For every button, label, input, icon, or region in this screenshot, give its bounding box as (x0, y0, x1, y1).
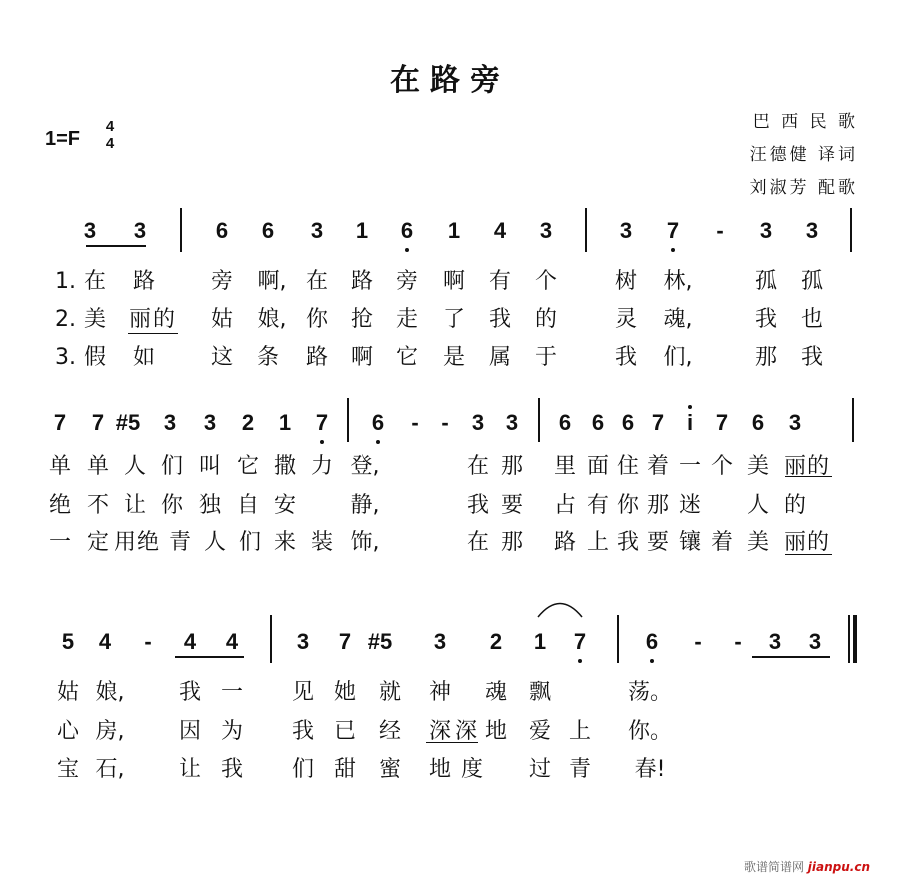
sustain-dash: - (734, 629, 742, 654)
note: 3 (805, 218, 819, 243)
beam-line (86, 245, 146, 247)
sustain-dash: - (694, 629, 702, 654)
lyric-char: 我 (178, 680, 202, 705)
lyric-char: 姑 (56, 680, 80, 705)
bar-line (180, 208, 182, 252)
lyric-char: 孤 (754, 269, 778, 294)
lyric-char: 旁 (395, 269, 419, 294)
watermark (744, 858, 870, 875)
note: 7 (666, 218, 680, 243)
note: 6 (215, 218, 229, 243)
lyric-char: 属 (488, 345, 512, 370)
note: 3 (133, 218, 147, 243)
lyric-char: 树 (614, 269, 638, 294)
note: 4 (183, 629, 197, 654)
lyric-char: 神 (428, 680, 452, 705)
octave-dot-below (671, 248, 675, 252)
note: 5 (61, 629, 75, 654)
lyric-char: 娘, (257, 307, 287, 332)
note: 3 (619, 218, 633, 243)
lyric-char: 要 (500, 493, 524, 518)
note: 3 (433, 629, 447, 654)
lyric-char: 用 (113, 530, 137, 555)
note: 3 (83, 218, 97, 243)
lyric-char: 独 (198, 493, 222, 518)
lyric-char: 过 (528, 757, 552, 782)
lyric-char: 个 (710, 454, 734, 479)
lyric-char: 美 (746, 454, 770, 479)
lyric-char: 绝 (48, 493, 72, 518)
octave-dot-below (650, 659, 654, 663)
lyric-char: 在 (83, 269, 107, 294)
lyric-char: 丽 (783, 530, 807, 555)
final-bar-line (853, 615, 857, 663)
credit-origin: 巴 西 民 歌 (752, 112, 858, 132)
note: 6 (645, 629, 659, 654)
note: 6 (751, 410, 765, 435)
lyric-char: 青 (568, 757, 592, 782)
lyric-char: 魂, (663, 307, 693, 332)
note: 3 (296, 629, 310, 654)
lyric-char: 迷 (678, 493, 702, 518)
lyric-underline (426, 742, 478, 743)
lyric-char: 我 (220, 757, 244, 782)
lyric-char: 人 (203, 530, 227, 555)
lyric-char: 有 (488, 269, 512, 294)
lyric-char: 的 (806, 530, 830, 555)
lyric-char: 心 (56, 719, 80, 744)
credit-arranger: 刘淑芳 配歌 (749, 178, 858, 198)
time-sig-bottom: 4 (105, 135, 115, 152)
lyric-char: 着 (710, 530, 734, 555)
note: 1 (278, 410, 292, 435)
key-signature: 1=F (45, 128, 81, 150)
lyric-char: 人 (746, 493, 770, 518)
lyric-char: 一 (678, 454, 702, 479)
lyric-char: 走 (395, 307, 419, 332)
lyric-char: 有 (586, 493, 610, 518)
lyric-char: 路 (305, 345, 329, 370)
lyric-char: 要 (646, 530, 670, 555)
lyric-char: 饰, (350, 530, 380, 555)
bar-line (852, 398, 854, 442)
lyric-char: 林, (663, 269, 693, 294)
note: 6 (400, 218, 414, 243)
lyric-char: 于 (534, 345, 558, 370)
lyric-char: 们 (291, 757, 315, 782)
lyric-char: 上 (568, 719, 592, 744)
note: 4 (493, 218, 507, 243)
lyric-char: 登, (350, 454, 380, 479)
lyric-char: 是 (442, 345, 466, 370)
lyric-char: 里 (553, 454, 577, 479)
octave-dot-below (320, 440, 324, 444)
note: 4 (225, 629, 239, 654)
octave-dot-below (578, 659, 582, 663)
lyric-char: 在 (466, 530, 490, 555)
note: 7 (573, 629, 587, 654)
note: 3 (768, 629, 782, 654)
lyric-char: 青 (168, 530, 192, 555)
lyric-char: 经 (378, 719, 402, 744)
lyric-char: 宝 (56, 757, 80, 782)
note: 2 (489, 629, 503, 654)
lyric-char: 深 (454, 719, 478, 744)
lyric-char: 着 (646, 454, 670, 479)
lyric-char: 那 (500, 530, 524, 555)
beam-line (752, 656, 830, 658)
lyric-char: 人 (123, 454, 147, 479)
lyric-char: 灵 (614, 307, 638, 332)
verse-number: 3. (55, 345, 76, 370)
bar-line (270, 615, 272, 663)
note: 6 (558, 410, 572, 435)
note: 7 (53, 410, 67, 435)
lyric-char: 春! (634, 757, 666, 782)
lyric-char: 住 (616, 454, 640, 479)
note: 3 (471, 410, 485, 435)
note: 7 (715, 410, 729, 435)
lyric-char: 抢 (350, 307, 374, 332)
lyric-char: 路 (350, 269, 374, 294)
time-signature (102, 118, 118, 152)
lyric-char: 不 (86, 493, 110, 518)
lyric-char: 那 (754, 345, 778, 370)
lyric-char: 条 (256, 345, 280, 370)
lyric-char: 就 (378, 680, 402, 705)
lyric-char: 我 (291, 719, 315, 744)
lyric-underline (128, 333, 178, 334)
lyric-char: 绝 (136, 530, 160, 555)
lyric-char: 我 (616, 530, 640, 555)
lyric-char: 一 (220, 680, 244, 705)
lyric-char: 在 (305, 269, 329, 294)
lyric-char: 让 (123, 493, 147, 518)
lyric-char: 占 (553, 493, 577, 518)
lyric-char: 娘, (95, 680, 125, 705)
lyric-char: 孤 (800, 269, 824, 294)
credit-lyrics: 汪德健 译词 (749, 145, 858, 165)
lyric-char: 你 (160, 493, 184, 518)
lyric-char: 荡。 (627, 680, 673, 705)
note: 7 (91, 410, 105, 435)
lyric-underline (785, 554, 832, 555)
lyric-char: 你。 (627, 719, 673, 744)
lyric-char: 的 (534, 307, 558, 332)
lyric-char: 你 (616, 493, 640, 518)
lyric-char: 这 (210, 345, 234, 370)
lyric-char: 爱 (528, 719, 552, 744)
lyric-char: 那 (646, 493, 670, 518)
time-sig-top: 4 (105, 118, 115, 135)
lyric-char: 美 (83, 307, 107, 332)
lyric-char: 美 (746, 530, 770, 555)
lyric-char: 姑 (210, 307, 234, 332)
note: 7 (338, 629, 352, 654)
lyric-char: 她 (333, 680, 357, 705)
note: #5 (367, 629, 393, 654)
lyric-char: 在 (466, 454, 490, 479)
lyric-char: 你 (305, 307, 329, 332)
lyric-char: 一 (48, 530, 72, 555)
note: 3 (539, 218, 553, 243)
lyric-char: 它 (236, 454, 260, 479)
lyric-char: 丽 (783, 454, 807, 479)
beam-line (175, 656, 244, 658)
lyric-char: 的 (806, 454, 830, 479)
lyric-char: 叫 (198, 454, 222, 479)
bar-line (347, 398, 349, 442)
lyric-char: 上 (586, 530, 610, 555)
note: 6 (621, 410, 635, 435)
note: 1 (355, 218, 369, 243)
note: 3 (788, 410, 802, 435)
lyric-char: 为 (220, 719, 244, 744)
note: 3 (505, 410, 519, 435)
lyric-char: 啊, (257, 269, 287, 294)
bar-line (585, 208, 587, 252)
lyric-char: 路 (553, 530, 577, 555)
note: 3 (808, 629, 822, 654)
lyric-char: 我 (754, 307, 778, 332)
lyric-char: 度 (460, 757, 484, 782)
lyric-char: 旁 (210, 269, 234, 294)
lyric-char: 镶 (678, 530, 702, 555)
bar-line (617, 615, 619, 663)
lyric-char: 我 (614, 345, 638, 370)
sustain-dash: - (441, 410, 449, 435)
verse-number: 1. (55, 269, 76, 294)
watermark-text: 歌谱简谱网 (743, 860, 804, 874)
lyric-char: 蜜 (378, 757, 402, 782)
lyric-char: 飘 (528, 680, 552, 705)
lyric-char: 房, (95, 719, 125, 744)
note: i (686, 410, 694, 435)
note: #5 (115, 410, 141, 435)
lyric-char: 我 (466, 493, 490, 518)
lyric-char: 装 (310, 530, 334, 555)
note: 2 (241, 410, 255, 435)
note: 6 (261, 218, 275, 243)
note: 3 (203, 410, 217, 435)
lyric-char: 我 (488, 307, 512, 332)
sustain-dash: - (411, 410, 419, 435)
lyric-char: 路 (132, 269, 156, 294)
note: 3 (163, 410, 177, 435)
lyric-char: 石, (95, 757, 125, 782)
note: 3 (310, 218, 324, 243)
lyric-char: 了 (442, 307, 466, 332)
lyric-char: 地 (484, 719, 508, 744)
lyric-char: 我 (800, 345, 824, 370)
lyric-char: 们 (160, 454, 184, 479)
lyric-char: 单 (48, 454, 72, 479)
octave-dot-below (405, 248, 409, 252)
lyric-char: 撒 (273, 454, 297, 479)
watermark-url: jianpu.cn (807, 860, 870, 874)
bar-line (538, 398, 540, 442)
lyric-char: 啊 (350, 345, 374, 370)
note: 7 (315, 410, 329, 435)
lyric-char: 安 (273, 493, 297, 518)
note: 1 (447, 218, 461, 243)
lyric-char: 让 (178, 757, 202, 782)
lyric-char: 们, (663, 345, 693, 370)
lyric-char: 魂 (484, 680, 508, 705)
sustain-dash: - (716, 218, 724, 243)
bar-line (850, 208, 852, 252)
sustain-dash: - (144, 629, 152, 654)
verse-number: 2. (55, 307, 76, 332)
lyric-char: 啊 (442, 269, 466, 294)
note: 7 (651, 410, 665, 435)
lyric-char: 已 (333, 719, 357, 744)
note: 3 (759, 218, 773, 243)
lyric-char: 个 (534, 269, 558, 294)
note: 1 (533, 629, 547, 654)
lyric-char: 定 (86, 530, 110, 555)
lyric-underline (785, 476, 832, 477)
note: 6 (591, 410, 605, 435)
lyric-char: 丽 (128, 307, 152, 332)
lyric-char: 见 (291, 680, 315, 705)
note: 6 (371, 410, 385, 435)
lyric-char: 自 (236, 493, 260, 518)
lyric-char: 面 (586, 454, 610, 479)
octave-dot-above (688, 405, 692, 409)
lyric-char: 甜 (333, 757, 357, 782)
lyric-char: 如 (132, 345, 156, 370)
lyric-char: 们 (238, 530, 262, 555)
lyric-char: 来 (273, 530, 297, 555)
bar-line (848, 615, 850, 663)
lyric-char: 假 (83, 345, 107, 370)
lyric-char: 的 (152, 307, 176, 332)
lyric-char: 力 (310, 454, 334, 479)
lyric-char: 静, (350, 493, 380, 518)
slur-arc (538, 604, 582, 618)
lyric-char: 的 (783, 493, 807, 518)
note: 4 (98, 629, 112, 654)
octave-dot-below (376, 440, 380, 444)
lyric-char: 它 (395, 345, 419, 370)
lyric-char: 深 (428, 719, 452, 744)
lyric-char: 也 (800, 307, 824, 332)
lyric-char: 因 (178, 719, 202, 744)
lyric-char: 地 (428, 757, 452, 782)
lyric-char: 单 (86, 454, 110, 479)
song-title: 在路旁 (390, 63, 510, 98)
lyric-char: 那 (500, 454, 524, 479)
